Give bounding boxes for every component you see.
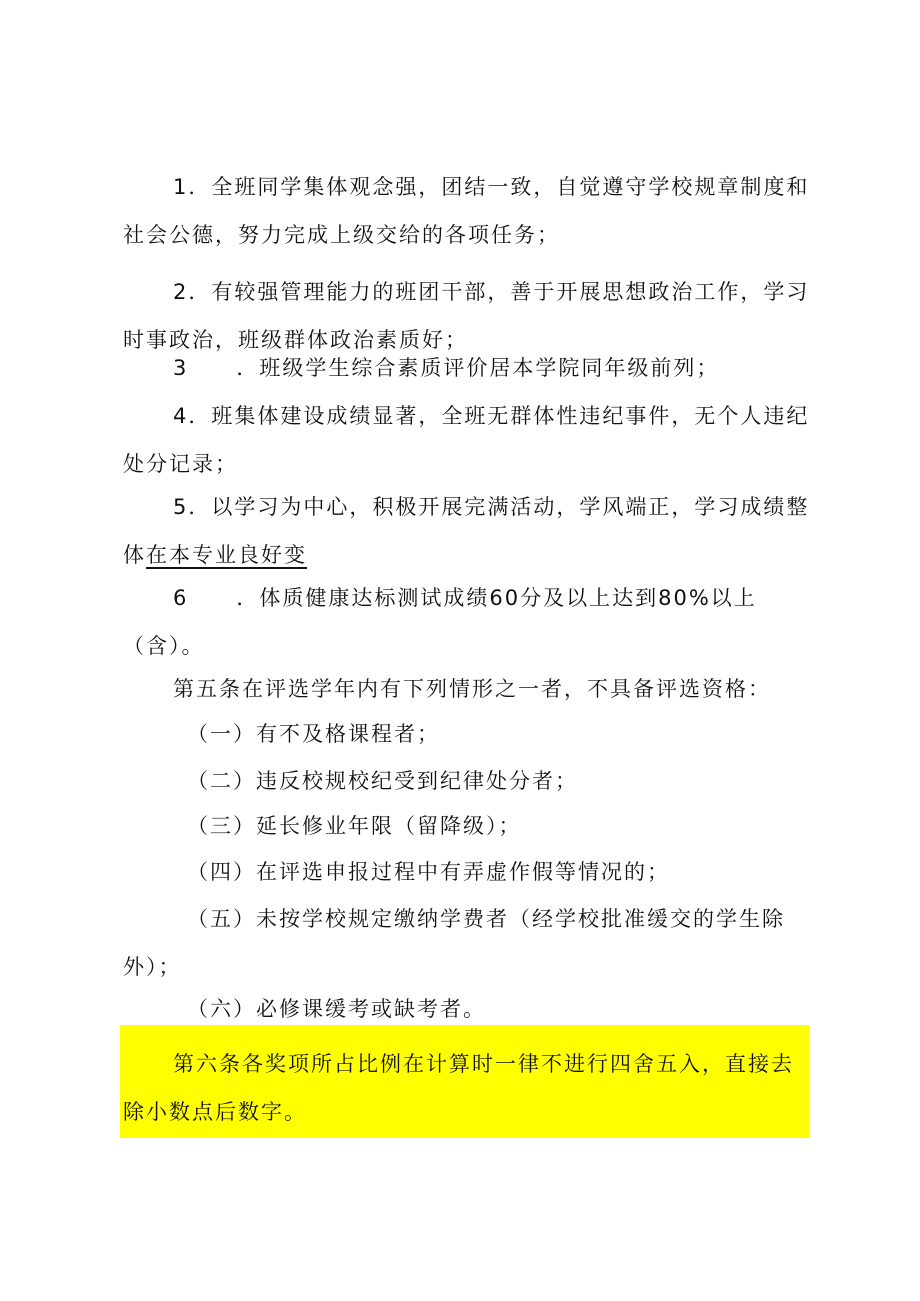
item-5-prefix: 体 [123,543,146,567]
item-3 [123,344,810,392]
article-5-item-3: （三）延长修业年限（留降级）； [187,814,522,838]
item-6-text: ．体质健康达标测试成绩60分及以上达到80%以上 [236,586,757,610]
item-6-line-2: （含）。 [123,634,205,658]
item-6-line-1 [123,574,810,622]
article-5-item-4: （四）在评选申报过程中有弄虚作假等情况的； [187,860,670,884]
item-4-line-1: 4．班集体建设成绩显著，全班无群体性违纪事件，无个人违纪 [173,404,810,428]
article-5-title: 第五条在评选学年内有下列情形之一者，不具备评选资格： [173,677,771,701]
article-6-line-2: 除小数点后数字。 [123,1100,307,1124]
article-5-item-1: （一）有不及格课程者； [187,722,440,746]
article-6 [123,1040,810,1136]
article-5 [123,665,810,713]
article-5-item-5: （五）未按学校规定缴纳学费者（经学校批准缓交的学生除 外）； [123,907,785,979]
item-6-number: 6 [173,586,189,610]
article-5-item-6: （六）必修课缓考或缺考者。 [187,997,486,1021]
item-1-line-1: 1．全班同学集体观念强，团结一致，自觉遵守学校规章制度和 [173,175,810,199]
article-5-item-2: （二）违反校规校纪受到纪律处分者； [187,769,578,793]
item-3-line-1 [123,344,810,392]
item-4 [123,392,810,488]
item-3-number: 3 [173,356,189,380]
item-5 [123,483,810,579]
item-4-line-2: 处分记录； [123,452,238,476]
item-2-line-2: 时事政治，班级群体政治素质好； [123,328,468,352]
item-5-line-2 [123,531,810,579]
item-1-line-2: 社会公德，努力完成上级交给的各项任务； [123,223,560,247]
item-5-underlined-text: 在本专业良好变 [146,543,307,567]
item-6 [123,574,810,670]
item-2-line-1: 2．有较强管理能力的班团干部，善于开展思想政治工作，学习 [173,280,810,304]
item-1 [123,163,810,259]
item-3-text: ．班级学生综合素质评价居本学院同年级前列； [236,356,720,380]
item-5-line-1: 5．以学习为中心，积极开展完满活动，学风端正，学习成绩整 [173,495,810,519]
article-6-line-1: 第六条各奖项所占比例在计算时一律不进行四舍五入，直接去 [173,1052,794,1076]
